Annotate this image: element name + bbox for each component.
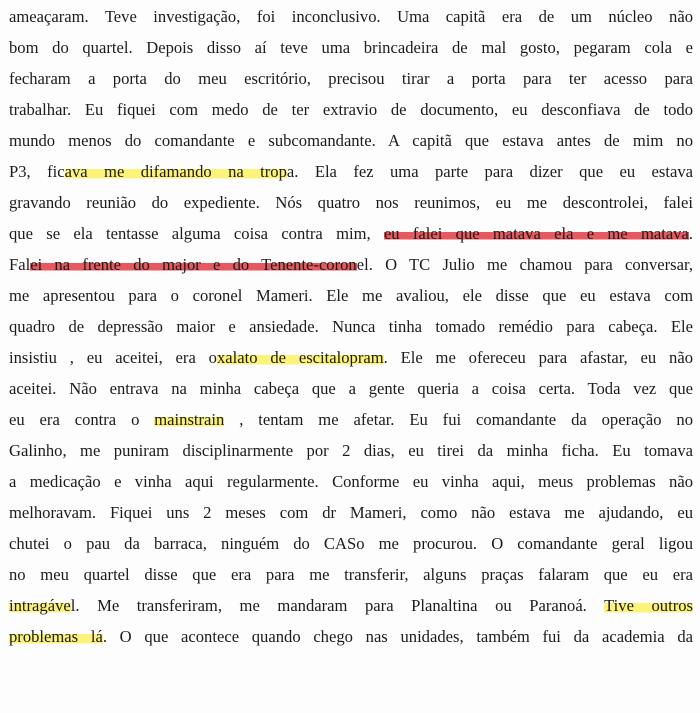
text-line — [9, 157, 693, 187]
highlight-yellow: xalato de escitalopram — [216, 348, 384, 367]
text-segment: mundo menos do comandante e subcomandante. A capitã que estava antes de mim no — [9, 131, 693, 150]
text-line — [9, 64, 693, 94]
text-segment: . Ele me ofereceu para afastar, eu não — [383, 348, 694, 367]
text-line — [9, 95, 693, 125]
highlight-yellow: ava me difamando na trop — [64, 162, 287, 181]
text-line — [9, 498, 693, 528]
text-segment: eu era contra o — [9, 410, 155, 429]
text-line — [9, 312, 693, 342]
text-segment: l. Me transferiram, me mandaram para Planaltina ou Paranoá. — [70, 596, 605, 615]
text-segment: gravando reunião do expediente. Nós quatro nos reunimos, eu me descontrolei, falei — [9, 193, 693, 212]
text-segment: que se ela tentasse alguma coisa contra mim, — [9, 224, 384, 243]
text-segment: trabalhar. Eu fiquei com medo de ter extravio de documento, eu desconfiava de todo — [9, 100, 693, 119]
text-segment: quadro de depressão maior e ansiedade. Nunca tinha tomado remédio para cabeça. Ele — [9, 317, 693, 336]
highlight-yellow: Tive outros — [604, 596, 693, 615]
text-line — [9, 436, 693, 466]
text-segment: chutei o pau da barraca, ninguém do CASo me procurou. O comandante geral ligou — [9, 534, 693, 553]
highlight-red: ei na frente do major e do Tenente-coron — [30, 255, 357, 274]
text-segment: bom do quartel. Depois disso aí teve uma brincadeira de mal gosto, pegaram cola e — [9, 38, 693, 57]
highlight-yellow: intragáve — [9, 596, 71, 615]
text-segment: . — [688, 224, 694, 243]
text-line — [9, 250, 693, 280]
text-line — [9, 374, 693, 404]
text-line — [9, 188, 693, 218]
text-segment: a medicação e vinha aqui regularmente. Conforme eu vinha aqui, meus problemas não — [9, 472, 693, 491]
text-segment: melhoravam. Fiquei uns 2 meses com dr Mameri, como não estava me ajudando, eu — [9, 503, 693, 522]
text-segment: , tentam me afetar. Eu fui comandante da operação no — [224, 410, 693, 429]
text-line — [9, 622, 693, 652]
highlight-yellow: mainstrain — [154, 410, 225, 429]
text-line — [9, 343, 693, 373]
text-line — [9, 529, 693, 559]
text-segment: el. O TC Julio me chamou para conversar, — [356, 255, 693, 274]
highlight-red: eu falei que matava ela e me matava — [383, 224, 689, 243]
text-segment: a. Ela fez uma parte para dizer que eu estava — [286, 162, 693, 181]
text-line — [9, 2, 693, 32]
text-line — [9, 219, 693, 249]
text-line — [9, 33, 693, 63]
text-segment: ameaçaram. Teve investigação, foi inconclusivo. Uma capitã era de um núcleo não — [9, 7, 693, 26]
text-line — [9, 467, 693, 497]
text-line — [9, 405, 693, 435]
text-segment: P3, fic — [9, 162, 65, 181]
text-line — [9, 560, 693, 590]
text-segment: fecharam a porta do meu escritório, precisou tirar a porta para ter acesso para — [9, 69, 693, 88]
text-line — [9, 281, 693, 311]
text-segment: . O que acontece quando chego nas unidades, também fui da academia da — [102, 627, 693, 646]
text-line — [9, 591, 693, 621]
text-line — [9, 126, 693, 156]
text-segment: Fal — [9, 255, 31, 274]
text-segment: aceitei. Não entrava na minha cabeça que a gente queria a coisa certa. Toda vez que — [9, 379, 693, 398]
text-segment: me apresentou para o coronel Mameri. Ele me avaliou, ele disse que eu estava com — [9, 286, 693, 305]
highlight-yellow: problemas lá — [9, 627, 103, 646]
text-segment: Galinho, me puniram disciplinarmente por 2 dias, eu tirei da minha ficha. Eu tomava — [9, 441, 693, 460]
text-segment: no meu quartel disse que era para me transferir, alguns praças falaram que eu era — [9, 565, 693, 584]
text-segment: insistiu , eu aceitei, era o — [9, 348, 217, 367]
